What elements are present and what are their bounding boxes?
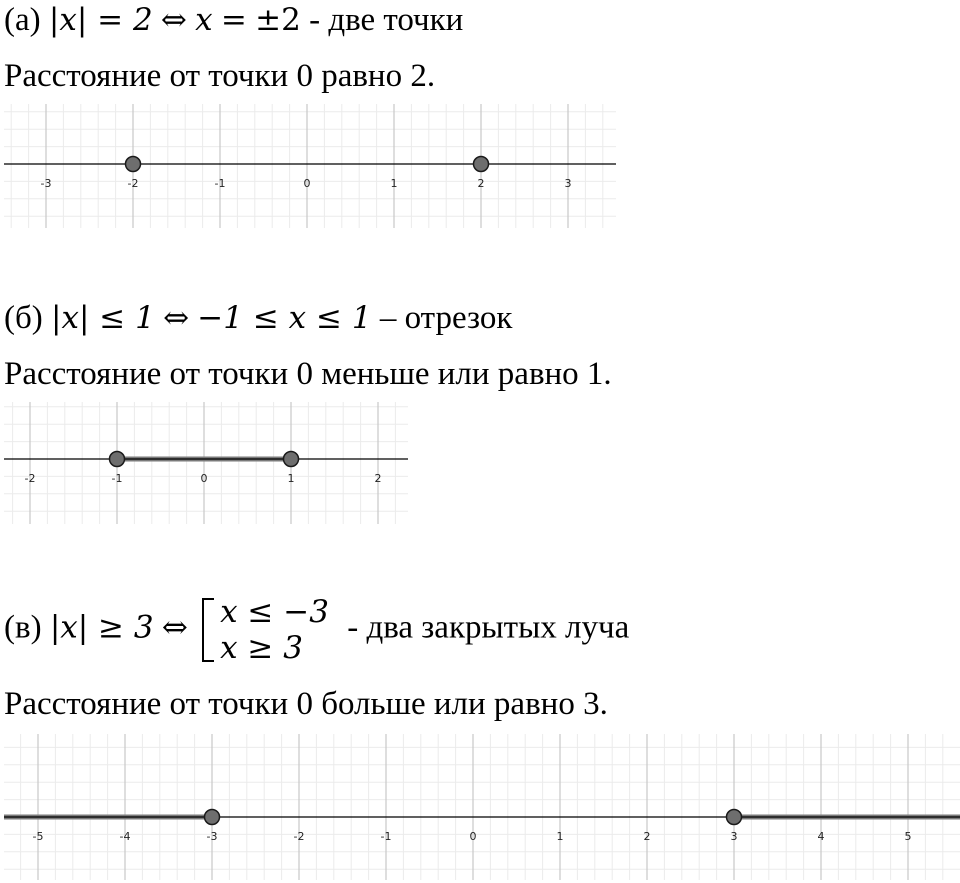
part-a-rhs-var: x	[195, 2, 213, 38]
tick-label: -2	[293, 830, 305, 843]
tick-label: 0	[303, 177, 311, 190]
point-marker	[110, 452, 125, 467]
tick-label: 2	[477, 177, 485, 190]
tick-label: -4	[119, 830, 131, 843]
part-c-tail: - два закрытых луча	[347, 609, 630, 646]
part-c-case1: x ≤ −3	[220, 594, 329, 630]
tick-label: -5	[32, 830, 44, 843]
tick-label: -2	[24, 472, 36, 485]
part-b-equiv: ⇔	[163, 300, 190, 336]
tick-label: -3	[206, 830, 218, 843]
part-b-heading	[4, 302, 512, 335]
part-b-label: (б)	[4, 300, 43, 336]
part-b-explanation: Расстояние от точки 0 меньше или равно 1.	[4, 356, 612, 392]
system-bracket	[202, 598, 214, 662]
part-c-explanation: Расстояние от точки 0 больше или равно 3.	[4, 686, 608, 722]
part-b-rhs: −1 ≤ x ≤ 1	[197, 300, 372, 336]
part-a-tail: - две точки	[309, 2, 464, 38]
tick-label: 1	[287, 472, 295, 485]
tick-label: -2	[127, 177, 139, 190]
part-c-case2: x ≥ 3	[220, 630, 303, 666]
tick-label: 1	[556, 830, 564, 843]
part-a-heading	[4, 4, 463, 37]
part-a-rhs-rel: =	[220, 2, 247, 38]
part-a-label: (а)	[4, 2, 41, 38]
tick-label: 2	[643, 830, 651, 843]
tick-label: 4	[817, 830, 825, 843]
point-marker	[474, 157, 489, 172]
point-marker	[205, 810, 220, 825]
part-a-rhs-val: ±2	[255, 2, 301, 38]
tick-label: 0	[469, 830, 477, 843]
point-marker	[126, 157, 141, 172]
part-a-equiv: ⇔	[160, 2, 187, 38]
tick-label: -1	[214, 177, 226, 190]
part-c-equiv: ⇔	[161, 609, 188, 646]
part-b-tail: – отрезок	[379, 300, 513, 336]
tick-label: 3	[564, 177, 572, 190]
part-c-label: (в)	[4, 609, 42, 646]
part-a-explanation: Расстояние от точки 0 равно 2.	[4, 58, 436, 94]
tick-label: 1	[390, 177, 398, 190]
tick-label: 2	[374, 472, 382, 485]
number-line-b	[4, 402, 408, 524]
tick-label: 0	[200, 472, 208, 485]
part-c-system	[200, 594, 329, 666]
tick-label: 3	[730, 830, 738, 843]
tick-label: 5	[904, 830, 912, 843]
number-line-c	[4, 734, 960, 880]
part-c-lhs: |x| ≥ 3	[49, 609, 154, 646]
part-c-heading	[4, 594, 629, 666]
tick-label: -3	[40, 177, 52, 190]
point-marker	[284, 452, 299, 467]
tick-label: -1	[111, 472, 123, 485]
point-marker	[727, 810, 742, 825]
tick-label: -1	[380, 830, 392, 843]
part-b-lhs: |x| ≤ 1	[51, 300, 155, 336]
part-a-lhs: |x| = 2	[48, 2, 153, 38]
number-line-a	[4, 104, 616, 228]
